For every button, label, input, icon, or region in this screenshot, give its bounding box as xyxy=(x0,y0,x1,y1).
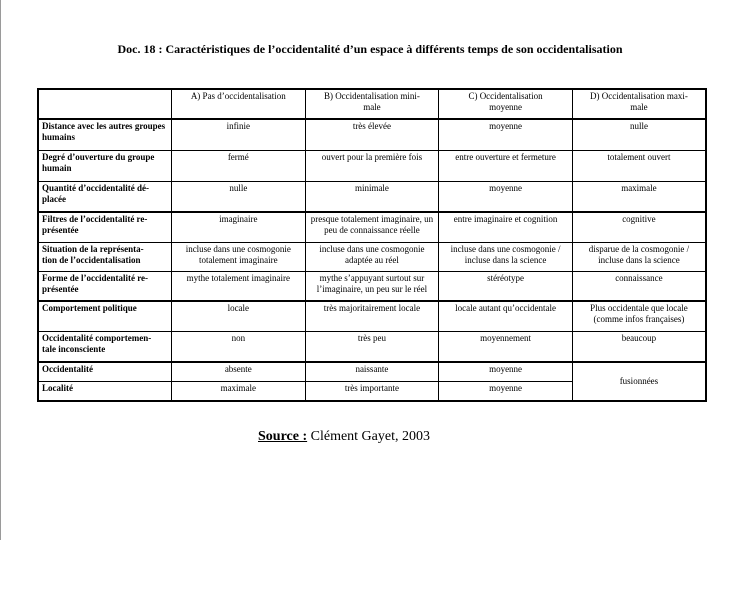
table-cell: moyenne xyxy=(439,119,573,151)
row-label: Localité xyxy=(38,382,172,402)
row-label: Quantité d’occidentalité dé- placée xyxy=(38,182,172,213)
row-label: Comportement politique xyxy=(38,301,172,332)
table-row xyxy=(38,272,706,302)
source-citation xyxy=(258,429,430,445)
table-cell: cognitive xyxy=(572,212,706,243)
row-label: Situation de la représenta- tion de l’occidentalisation xyxy=(38,243,172,272)
table-cell: entre imaginaire et cognition xyxy=(439,212,573,243)
row-label: Occidentalité comportemen- tale inconsciente xyxy=(38,332,172,363)
row-label: Distance avec les autres groupes humains xyxy=(38,119,172,151)
table-cell: moyenne xyxy=(439,182,573,213)
table-cell: imaginaire xyxy=(172,212,306,243)
table-cell: mythe totalement imaginaire xyxy=(172,272,306,302)
table-cell: entre ouverture et fermeture xyxy=(439,151,573,182)
row-label: Filtres de l’occidentalité re- présentée xyxy=(38,212,172,243)
table-cell: très peu xyxy=(305,332,439,363)
source-text: Clément Gayet, 2003 xyxy=(307,429,430,444)
table-row xyxy=(38,212,706,243)
table-cell: maximale xyxy=(572,182,706,213)
table-cell: moyenne xyxy=(439,362,573,382)
table-cell: minimale xyxy=(305,182,439,213)
table-cell: nulle xyxy=(572,119,706,151)
table-row xyxy=(38,243,706,272)
table-header-row xyxy=(38,89,706,119)
header-cell-d: D) Occidentalisation maxi- male xyxy=(572,89,706,119)
page-left-border xyxy=(0,0,1,540)
table-row xyxy=(38,151,706,182)
table-cell: locale xyxy=(172,301,306,332)
row-label: Occidentalité xyxy=(38,362,172,382)
table-cell: Plus occidentale que locale (comme infos françaises) xyxy=(572,301,706,332)
table-cell: moyenne xyxy=(439,382,573,402)
table-cell: incluse dans une cosmogonie totalement imaginaire xyxy=(172,243,306,272)
characteristics-table xyxy=(37,88,707,402)
header-cell-empty xyxy=(38,89,172,119)
table-cell: mythe s’appuyant surtout sur l’imaginaire, un peu sur le réel xyxy=(305,272,439,302)
table-row xyxy=(38,332,706,363)
source-label: Source : xyxy=(258,429,308,444)
table-row xyxy=(38,301,706,332)
table-row xyxy=(38,362,706,382)
row-label: Forme de l’occidentalité re- présentée xyxy=(38,272,172,302)
table-cell: disparue de la cosmogonie / incluse dans la science xyxy=(572,243,706,272)
header-cell-a: A) Pas d’occidentalisation xyxy=(172,89,306,119)
table-cell: presque totalement imaginaire, un peu de connaissance réelle xyxy=(305,212,439,243)
table-row xyxy=(38,119,706,151)
table-cell: non xyxy=(172,332,306,363)
table-cell: incluse dans une cosmogonie / incluse dans la science xyxy=(439,243,573,272)
table-cell: naissante xyxy=(305,362,439,382)
header-cell-b: B) Occidentalisation mini- male xyxy=(305,89,439,119)
header-cell-c: C) Occidentalisation moyenne xyxy=(439,89,573,119)
table-cell: fermé xyxy=(172,151,306,182)
table-cell: nulle xyxy=(172,182,306,213)
table-cell: très majoritairement locale xyxy=(305,301,439,332)
table-cell: très élevée xyxy=(305,119,439,151)
table-cell: moyennement xyxy=(439,332,573,363)
document-title: Doc. 18 : Caractéristiques de l’occidentalité d’un espace à différents temps de son occidentalisation xyxy=(117,42,623,56)
table-cell: connaissance xyxy=(572,272,706,302)
table-cell: locale autant qu’occidentale xyxy=(439,301,573,332)
table-cell: maximale xyxy=(172,382,306,402)
table-cell: absente xyxy=(172,362,306,382)
row-label: Degré d’ouverture du groupe humain xyxy=(38,151,172,182)
merged-cell: fusionnées xyxy=(572,362,706,401)
table-row xyxy=(38,182,706,213)
table-cell: très importante xyxy=(305,382,439,402)
table-cell: beaucoup xyxy=(572,332,706,363)
table-cell: infinie xyxy=(172,119,306,151)
table-cell: ouvert pour la première fois xyxy=(305,151,439,182)
table-cell: stéréotype xyxy=(439,272,573,302)
table-cell: incluse dans une cosmogonie adaptée au réel xyxy=(305,243,439,272)
table-cell: totalement ouvert xyxy=(572,151,706,182)
